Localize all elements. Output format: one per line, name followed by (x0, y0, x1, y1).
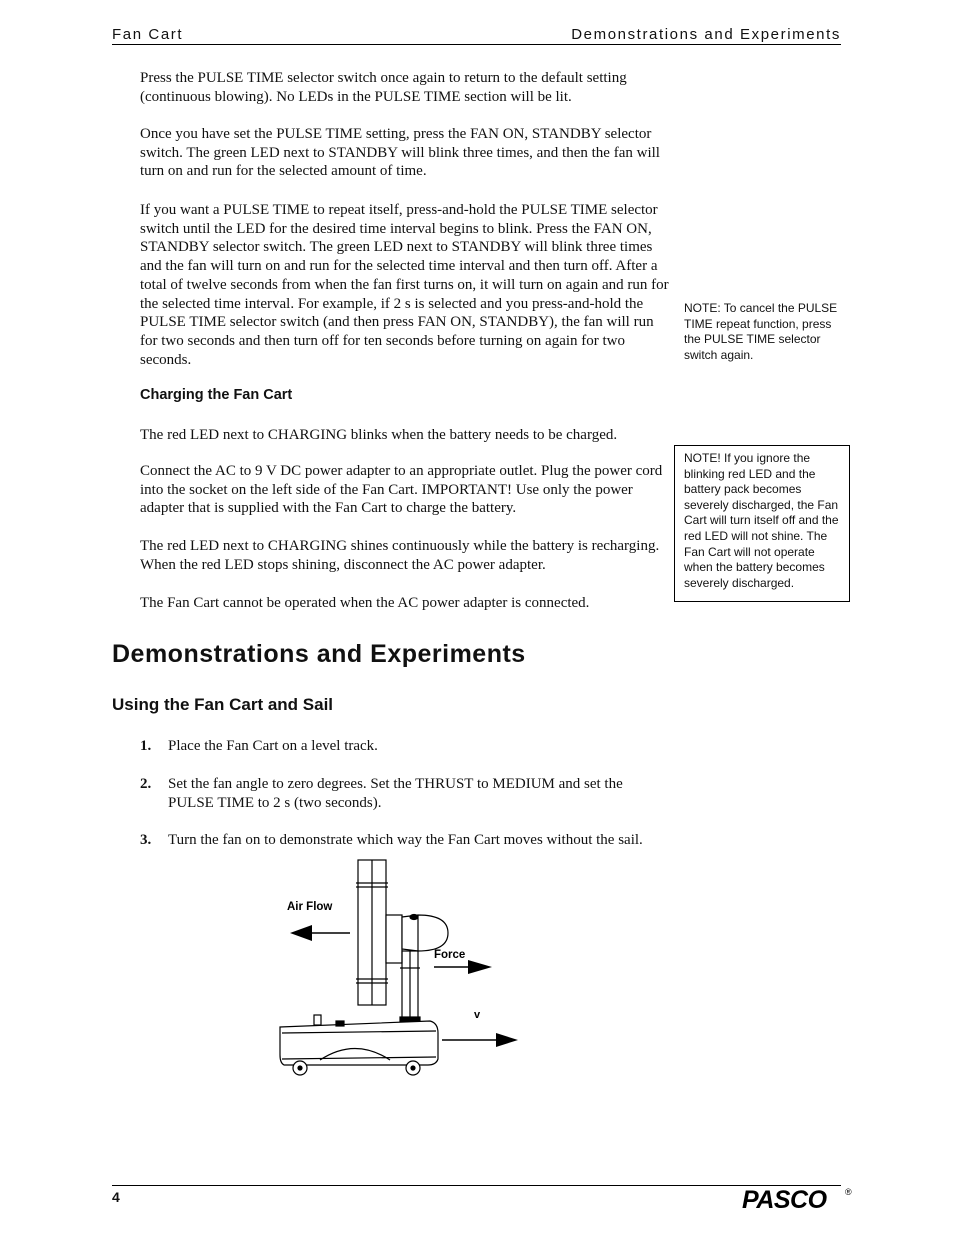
paragraph-cannot-operate: The Fan Cart cannot be operated when the AC power adapter is connected. (140, 595, 590, 611)
note-cancel-pulse: NOTE: To cancel the PULSE TIME repeat function, press the PULSE TIME selector switch again. (684, 301, 838, 362)
section-title: Demonstrations and Experiments (112, 640, 526, 668)
paragraph-default-setting: Press the PULSE TIME selector switch once again to return to the default setting (continuous blowing). No LEDs in the PULSE TIME section will be lit. (140, 70, 627, 105)
velocity-arrow (442, 1033, 518, 1047)
force-arrow (434, 960, 492, 974)
step-number: 2. (140, 776, 152, 792)
step-number: 3. (140, 832, 152, 848)
header-right: Demonstrations and Experiments (571, 26, 841, 43)
airflow-label: Air Flow (287, 901, 333, 913)
section-subtitle: Using the Fan Cart and Sail (112, 695, 334, 714)
paragraph-repeat: If you want a PULSE TIME to repeat itself, press-and-hold the PULSE TIME selector switch until the LED for the desired time interval begins to blink. Press the FAN ON, STANDBY selector switch. The green LED next to STANDBY will blink three times and the fan will turn on and run for the selected time interval and then turn off. After a total of twelve seconds from when the fan first turns on, it will turn on again and run for the selected time interval. For example, if 2 s is selected and you press-and-hold the PULSE TIME selector switch (and then press FAN ON, STANDBY), the fan will run for two seconds and then turn off for ten seconds before turning on again for two seconds. (140, 202, 669, 368)
logo-text: PASCO (742, 1186, 827, 1212)
step-text: Set the fan angle to zero degrees. Set the THRUST to MEDIUM and set the PULSE TIME to 2 s (two seconds). (168, 776, 623, 811)
force-label: Force (434, 949, 466, 961)
registered-mark: ® (845, 1187, 852, 1197)
paragraph-charging-blink: The red LED next to CHARGING blinks when the battery needs to be charged. (140, 427, 618, 443)
charging-heading: Charging the Fan Cart (140, 387, 293, 403)
cart-body (280, 1015, 438, 1075)
step-number: 1. (140, 738, 152, 754)
paragraph-fan-on: Once you have set the PULSE TIME setting, press the FAN ON, STANDBY selector switch. The green LED next to STANDBY will blink three times, and then the fan will turn on and run for the selected amount of time. (140, 126, 660, 180)
note-ignore-led: NOTE! If you ignore the blinking red LED and the battery pack becomes severely discharged, the Fan Cart will turn itself off and the red LED will not shine. The Fan Cart will not operate when the battery becomes severely discharged. (684, 451, 839, 590)
pasco-logo (740, 1186, 855, 1212)
step-text: Turn the fan on to demonstrate which way the Fan Cart moves without the sail. (168, 832, 643, 848)
fan-cart-figure (270, 855, 530, 1080)
sail (356, 860, 388, 1005)
step-text: Place the Fan Cart on a level track. (168, 738, 378, 754)
header-left: Fan Cart (112, 26, 184, 43)
fan-post (400, 951, 420, 1022)
paragraph-connect-adapter: Connect the AC to 9 V DC power adapter to an appropriate outlet. Plug the power cord into the socket on the left side of the Fan Cart. IMPORTANT! Use only the power adapter that is supplied with the Fan Cart to charge the battery. (140, 463, 663, 517)
airflow-arrow (290, 925, 350, 941)
footer-rule (112, 1185, 841, 1186)
page-header (112, 26, 841, 45)
velocity-label: v (474, 1009, 481, 1021)
page-number: 4 (112, 1189, 120, 1205)
paragraph-charging-shines: The red LED next to CHARGING shines continuously while the battery is recharging. When the red LED stops shining, disconnect the AC power adapter. (140, 538, 660, 573)
